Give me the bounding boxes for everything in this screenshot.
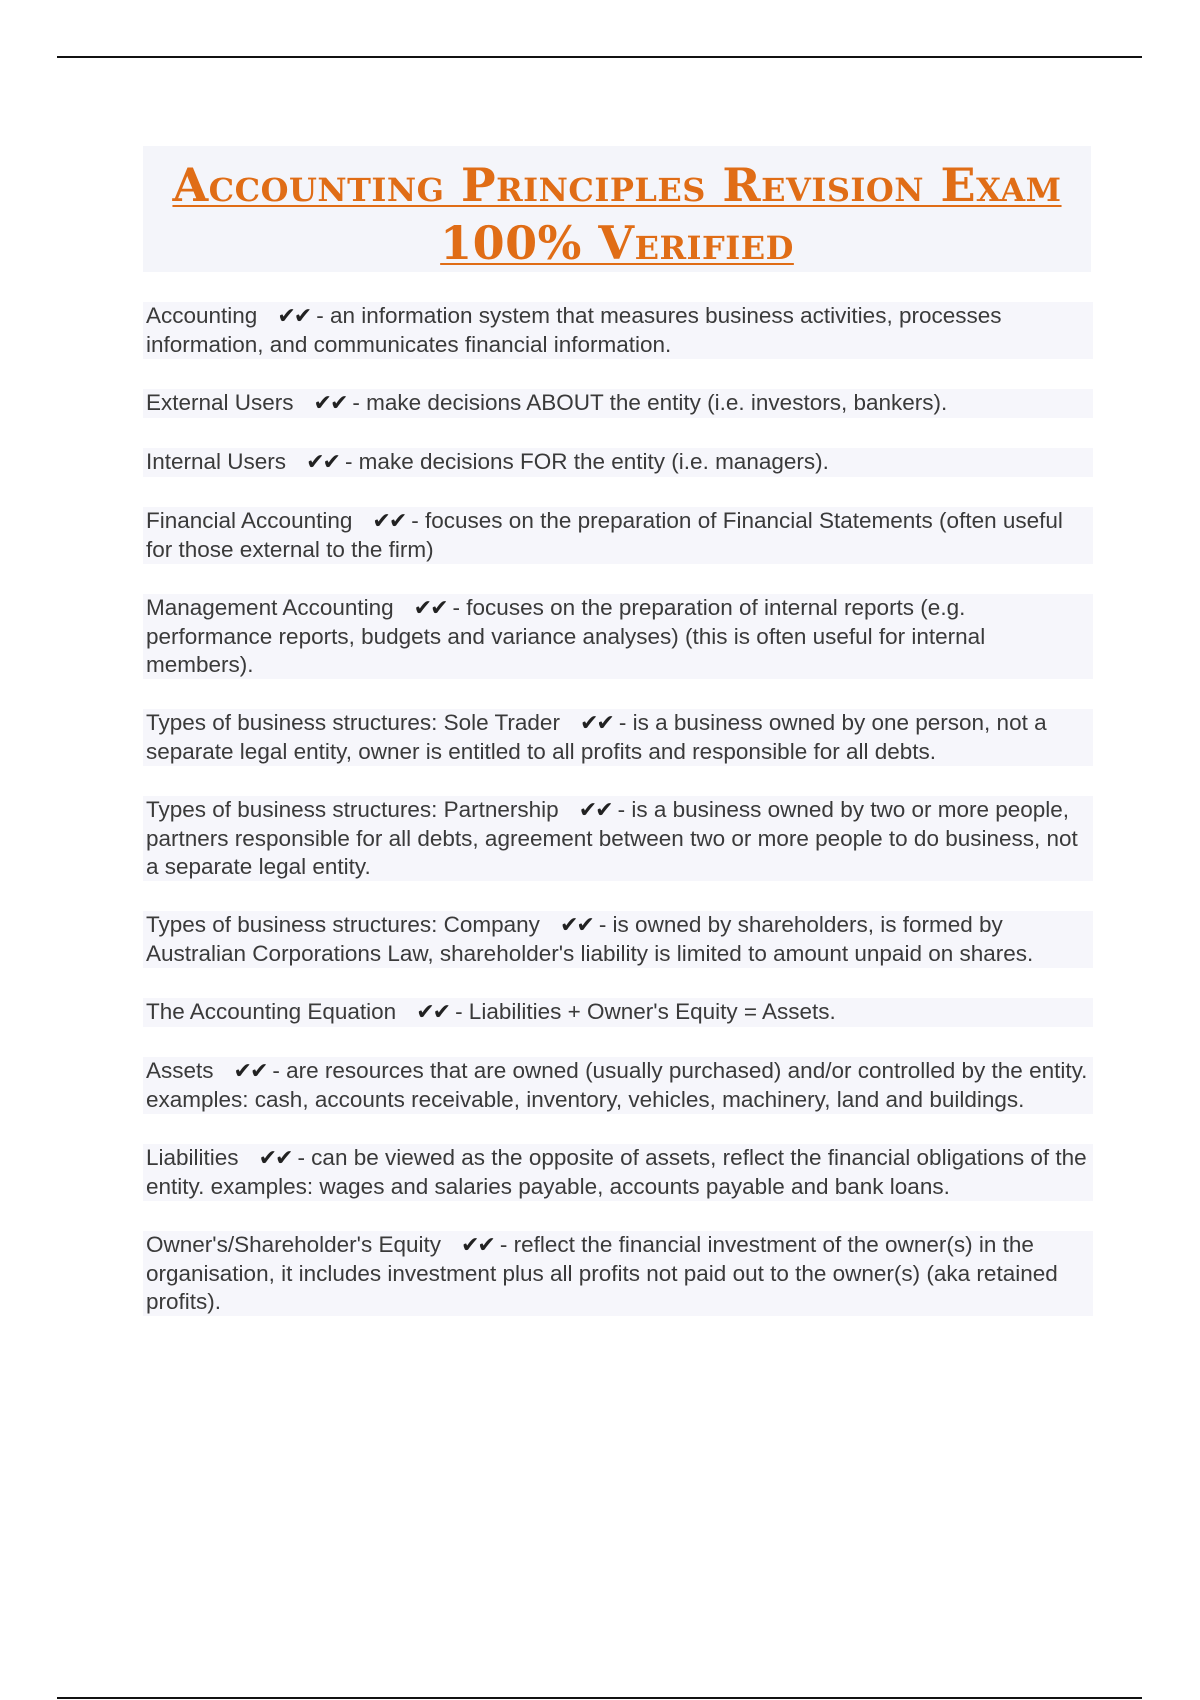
top-rule — [57, 56, 1142, 58]
entry-term: Accounting — [146, 303, 258, 328]
definition-entry — [143, 709, 1093, 766]
definition-entry — [143, 302, 1093, 359]
document-title-box — [143, 146, 1091, 272]
entry-term: Internal Users — [146, 449, 287, 474]
entry-term: Assets — [146, 1058, 214, 1083]
entry-term: Types of business structures: Sole Trader — [146, 710, 560, 735]
double-check-icon: ✔✔ — [579, 711, 613, 736]
definition-entry — [143, 448, 1093, 477]
entry-term: The Accounting Equation — [146, 999, 397, 1024]
entry-term: Management Accounting — [146, 595, 394, 620]
double-check-icon: ✔✔ — [416, 1000, 450, 1025]
entry-definition: - is a business owned by two or more people, partners responsible for all debts, agreement between two or more people to do business, not a separate legal entity. — [146, 797, 1078, 879]
definition-list — [143, 302, 1093, 1346]
entry-definition: - is owned by shareholders, is formed by Australian Corporations Law, shareholder's liability is limited to amount unpaid on shares. — [146, 912, 1034, 966]
double-check-icon: ✔✔ — [578, 798, 612, 823]
definition-entry — [143, 796, 1093, 881]
entry-term: Liabilities — [146, 1145, 239, 1170]
definition-entry — [143, 389, 1093, 418]
double-check-icon: ✔✔ — [306, 450, 339, 475]
entry-term: Types of business structures: Partnership — [146, 797, 559, 822]
double-check-icon: ✔✔ — [277, 304, 311, 329]
entry-definition: - is a business owned by one person, not a separate legal entity, owner is entitled to all profits and responsible for all debts. — [146, 710, 1047, 764]
entry-definition: - reflect the financial investment of the owner(s) in the organisation, it includes investment plus all profits not paid out to the owner(s) (aka retained profits). — [146, 1232, 1058, 1314]
double-check-icon: ✔✔ — [258, 1146, 292, 1171]
double-check-icon: ✔✔ — [313, 391, 347, 416]
double-check-icon: ✔✔ — [372, 509, 406, 534]
entry-definition: - focuses on the preparation of Financial Statements (often useful for those external to the firm) — [146, 508, 1063, 562]
document-title: Accounting Principles Revision Exam — [172, 158, 1062, 212]
entry-definition: - can be viewed as the opposite of assets, reflect the financial obligations of the entity. examples: wages and salaries payable, accounts payable and bank loans. — [146, 1145, 1087, 1199]
double-check-icon: ✔✔ — [460, 1233, 494, 1258]
entry-term: Types of business structures: Company — [146, 912, 540, 937]
entry-term: Financial Accounting — [146, 508, 353, 533]
document-subtitle: 100% Verified — [440, 216, 794, 270]
definition-entry — [143, 911, 1093, 968]
definition-entry — [143, 1057, 1093, 1114]
definition-entry — [143, 1144, 1093, 1201]
entry-definition: - make decisions ABOUT the entity (i.e. investors, bankers). — [352, 390, 948, 415]
double-check-icon: ✔✔ — [233, 1059, 267, 1084]
entry-definition: - Liabilities + Owner's Equity = Assets. — [455, 999, 836, 1024]
definition-entry — [143, 998, 1093, 1027]
double-check-icon: ✔✔ — [559, 913, 593, 938]
entry-definition: - an information system that measures business activities, processes information, and communicates financial information. — [146, 303, 1002, 357]
bottom-rule — [57, 1697, 1142, 1699]
double-check-icon: ✔✔ — [413, 596, 447, 621]
definition-entry — [143, 507, 1093, 564]
entry-definition: - make decisions FOR the entity (i.e. managers). — [344, 449, 829, 474]
definition-entry — [143, 594, 1093, 679]
definition-entry — [143, 1231, 1093, 1316]
entry-term: Owner's/Shareholder's Equity — [146, 1232, 441, 1257]
entry-definition: - focuses on the preparation of internal reports (e.g. performance reports, budgets and variance analyses) (this is often useful for internal members). — [146, 595, 986, 677]
entry-definition: - are resources that are owned (usually purchased) and/or controlled by the entity. examples: cash, accounts receivable, inventory, vehicles, machinery, land and buildings. — [146, 1058, 1088, 1112]
entry-term: External Users — [146, 390, 294, 415]
